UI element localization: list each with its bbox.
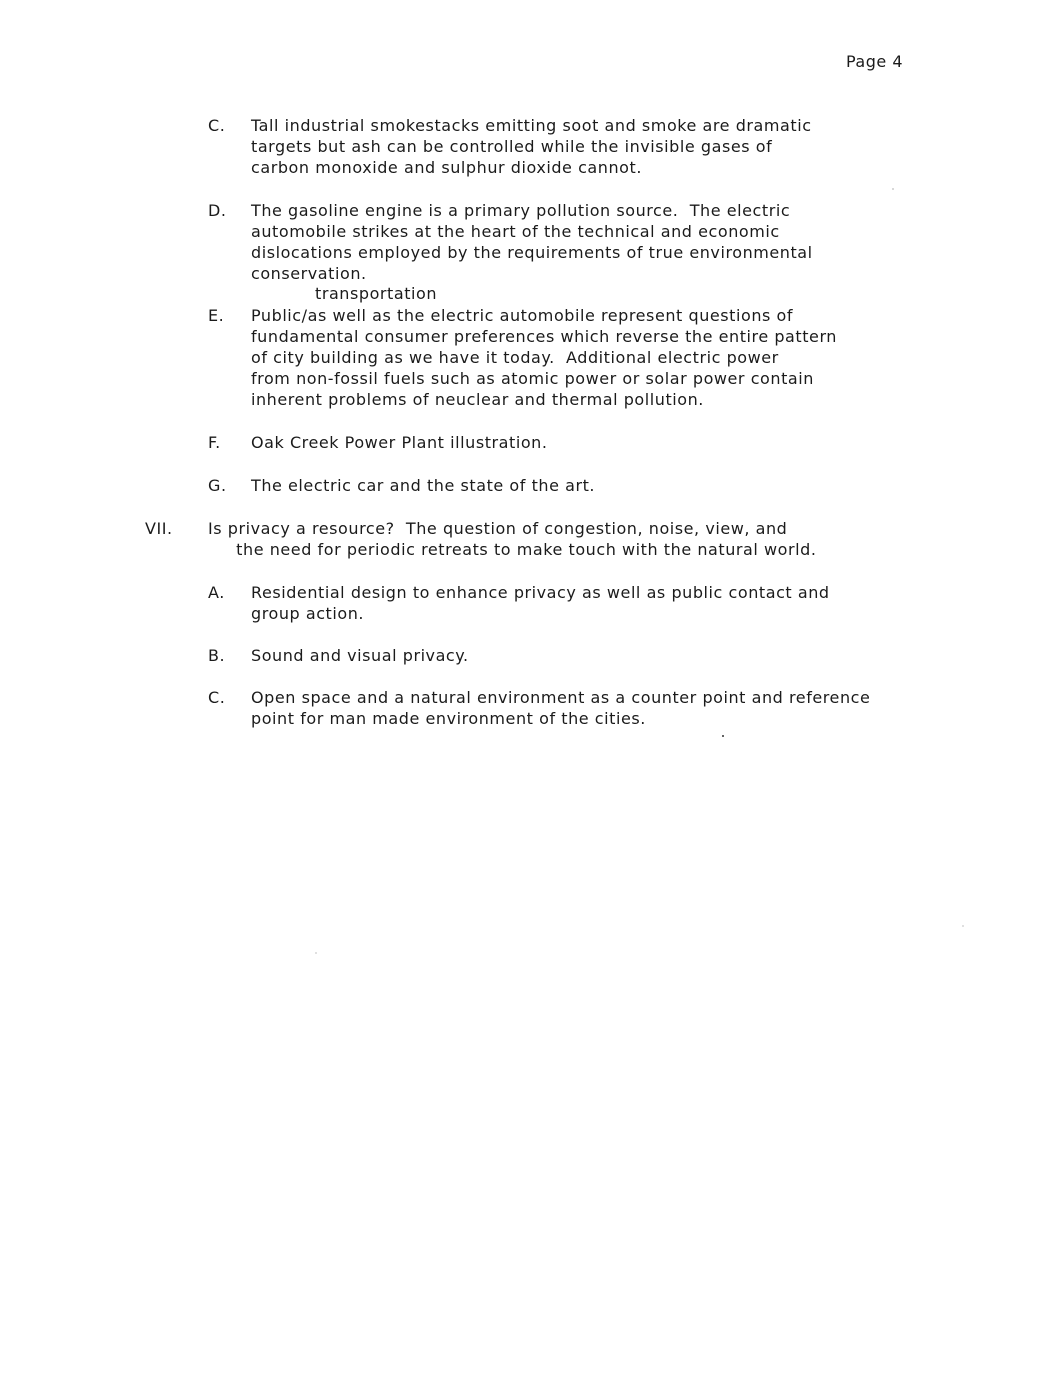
text-line: Is privacy a resource? The question of congestion, noise, view, and	[208, 519, 788, 538]
text-line: The electric car and the state of the art.	[251, 476, 596, 495]
item-label: D.	[208, 201, 227, 220]
section-text	[208, 518, 816, 560]
text-line: Sound and visual privacy.	[251, 646, 469, 665]
text-line: targets but ash can be controlled while the invisible gases of	[251, 137, 773, 156]
text-line: Open space and a natural environment as a counter point and reference	[251, 688, 871, 707]
item-label: G.	[208, 476, 227, 495]
item-text	[251, 475, 595, 496]
text-line: carbon monoxide and sulphur dioxide cannot.	[251, 158, 642, 177]
scan-speck	[315, 952, 317, 954]
item-label: C.	[208, 688, 226, 707]
text-line: Public/as well as the electric automobile represent questions of	[251, 306, 794, 325]
item-text	[251, 645, 469, 666]
item-label: A.	[208, 583, 225, 602]
scan-speck	[722, 735, 724, 737]
text-line: Residential design to enhance privacy as well as public contact and	[251, 583, 830, 602]
text-line: automobile strikes at the heart of the technical and economic	[251, 222, 780, 241]
text-line: dislocations employed by the requirements of true environmental	[251, 243, 813, 262]
text-line: fundamental consumer preferences which reverse the entire pattern	[251, 327, 837, 346]
text-line: Oak Creek Power Plant illustration.	[251, 433, 548, 452]
text-line: conservation.	[251, 264, 367, 283]
inserted-word: transportation	[315, 284, 438, 303]
item-text	[251, 305, 837, 410]
text-line: of city building as we have it today. Additional electric power	[251, 348, 779, 367]
item-text	[251, 115, 812, 178]
item-text	[251, 200, 813, 284]
text-line: from non-fossil fuels such as atomic power or solar power contain	[251, 369, 814, 388]
item-text	[251, 432, 548, 453]
item-text	[251, 687, 870, 729]
item-label: F.	[208, 433, 221, 452]
scan-speck	[962, 925, 964, 927]
item-text	[251, 582, 830, 624]
text-line: the need for periodic retreats to make touch with the natural world.	[208, 540, 817, 559]
text-line: inherent problems of neuclear and thermal pollution.	[251, 390, 704, 409]
item-label: B.	[208, 646, 226, 665]
page-number: Page 4	[846, 52, 903, 71]
item-label: E.	[208, 306, 225, 325]
scan-speck	[892, 188, 894, 190]
item-label: C.	[208, 116, 226, 135]
text-line: Tall industrial smokestacks emitting soot and smoke are dramatic	[251, 116, 812, 135]
text-line: The gasoline engine is a primary pollution source. The electric	[251, 201, 791, 220]
section-label: VII.	[145, 519, 173, 538]
text-line: point for man made environment of the cities.	[251, 709, 646, 728]
text-line: group action.	[251, 604, 365, 623]
